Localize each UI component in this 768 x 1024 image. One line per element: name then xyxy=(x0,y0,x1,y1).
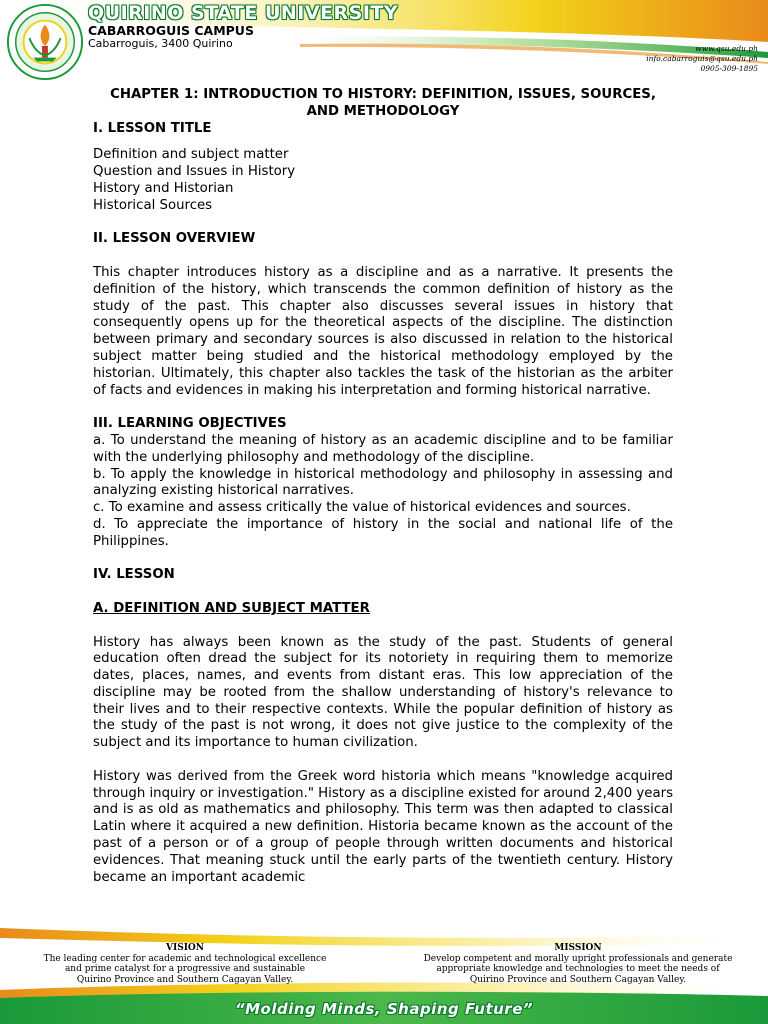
mission-line: Develop competent and morally upright professionals and generate xyxy=(423,953,733,964)
mission-line: appropriate knowledge and technologies to meet the needs of xyxy=(436,964,720,974)
campus-address: Cabarroguis, 3400 Quirino xyxy=(88,37,233,50)
phone-number: 0905-309-1895 xyxy=(700,64,758,73)
chapter-title-line-2: AND METHODOLOGY xyxy=(306,103,460,119)
subsection-a-heading: A. DEFINITION AND SUBJECT MATTER xyxy=(93,600,370,616)
objectives-heading: III. LEARNING OBJECTIVES xyxy=(93,416,287,432)
overview-heading: II. LESSON OVERVIEW xyxy=(93,231,256,247)
vision-statement xyxy=(10,943,360,985)
vision-line: and prime catalyst for a progressive and sustainable xyxy=(64,964,306,974)
lesson-heading: IV. LESSON xyxy=(93,567,175,583)
document-body xyxy=(93,87,673,886)
objective-item: a. To understand the meaning of history as an academic discipline and to be familiar with the underlying philosophy and methodology of the discipline. xyxy=(93,432,673,465)
mission-line: Quirino Province and Southern Cagayan Valley. xyxy=(469,974,687,985)
chapter-title-line-1: CHAPTER 1: INTRODUCTION TO HISTORY: DEFINITION, ISSUES, SOURCES, xyxy=(110,87,656,102)
university-name: QUIRINO STATE UNIVERSITY xyxy=(88,2,399,24)
campus-name: CABARROGUIS CAMPUS xyxy=(88,23,254,38)
body-paragraph-2: History was derived from the Greek word historia which means "knowledge acquired through inquiry or investigation." History as a discipline existed for around 2,400 years and is as old as mathematics and philosophy. This term was then adapted to classical Latin where it acquired a new definition. Historia became known as the account of the past of a person or of a group of people through written documents and historical evidences. That meaning stuck until the early parts of the twentieth century. History became an important academic xyxy=(93,768,673,885)
lesson-title-item: Definition and subject matter xyxy=(93,147,289,163)
lesson-title-item: Historical Sources xyxy=(93,197,213,213)
vision-line: Quirino Province and Southern Cagayan Valley. xyxy=(76,974,294,985)
lesson-title-item: Question and Issues in History xyxy=(93,164,296,180)
lesson-title-item: History and Historian xyxy=(93,180,234,196)
lesson-title-heading: I. LESSON TITLE xyxy=(93,120,212,136)
lesson-title-list xyxy=(93,147,673,214)
page-footer xyxy=(0,920,768,1024)
university-motto: “Molding Minds, Shaping Future” xyxy=(234,1000,534,1018)
vision-line: The leading center for academic and technological excellence xyxy=(43,953,327,964)
university-seal-icon xyxy=(6,3,84,81)
overview-paragraph: This chapter introduces history as a discipline and as a narrative. It presents the definition of the history, which transcends the common definition of history as the study of the past. This chapter also discusses several issues in history that consequently opens up for the theoretical aspects of the discipline. The distinction between primary and secondary sources is also discussed in relation to the historical subject matter being studied and the historical methodology employed by the historian. Ultimately, this chapter also tackles the task of the historian as the arbiter of facts and evidences in making his interpretation and forming historical narrative. xyxy=(93,264,673,398)
website-link[interactable]: www.qsu.edu.ph xyxy=(695,44,758,53)
objective-item: c. To examine and assess critically the value of historical evidences and sources. xyxy=(93,500,631,516)
objective-item: d. To appreciate the importance of history in the social and national life of the Philippines. xyxy=(93,516,673,549)
vision-heading: VISION xyxy=(166,943,204,953)
mission-statement xyxy=(392,943,764,985)
mission-heading: MISSION xyxy=(554,943,602,953)
body-paragraph-1: History has always been known as the study of the past. Students of general education often dread the subject for its notoriety in requiring them to memorize dates, places, names, and events from distant eras. This low appreciation of the discipline may be rooted from the shallow understanding of history's relevance to their lives and to their respective contexts. While the popular definition of history as the study of the past is not wrong, it does not give justice to the complexity of the subject and its importance to human civilization. xyxy=(93,634,673,751)
objective-item: b. To apply the knowledge in historical methodology and philosophy in assessing and analyzing existing historical narratives. xyxy=(93,466,673,499)
letterhead xyxy=(0,0,768,84)
email-link[interactable]: info.cabarroguis@qsu.edu.ph xyxy=(646,54,758,63)
chapter-title xyxy=(93,87,673,121)
contact-block xyxy=(646,44,758,74)
